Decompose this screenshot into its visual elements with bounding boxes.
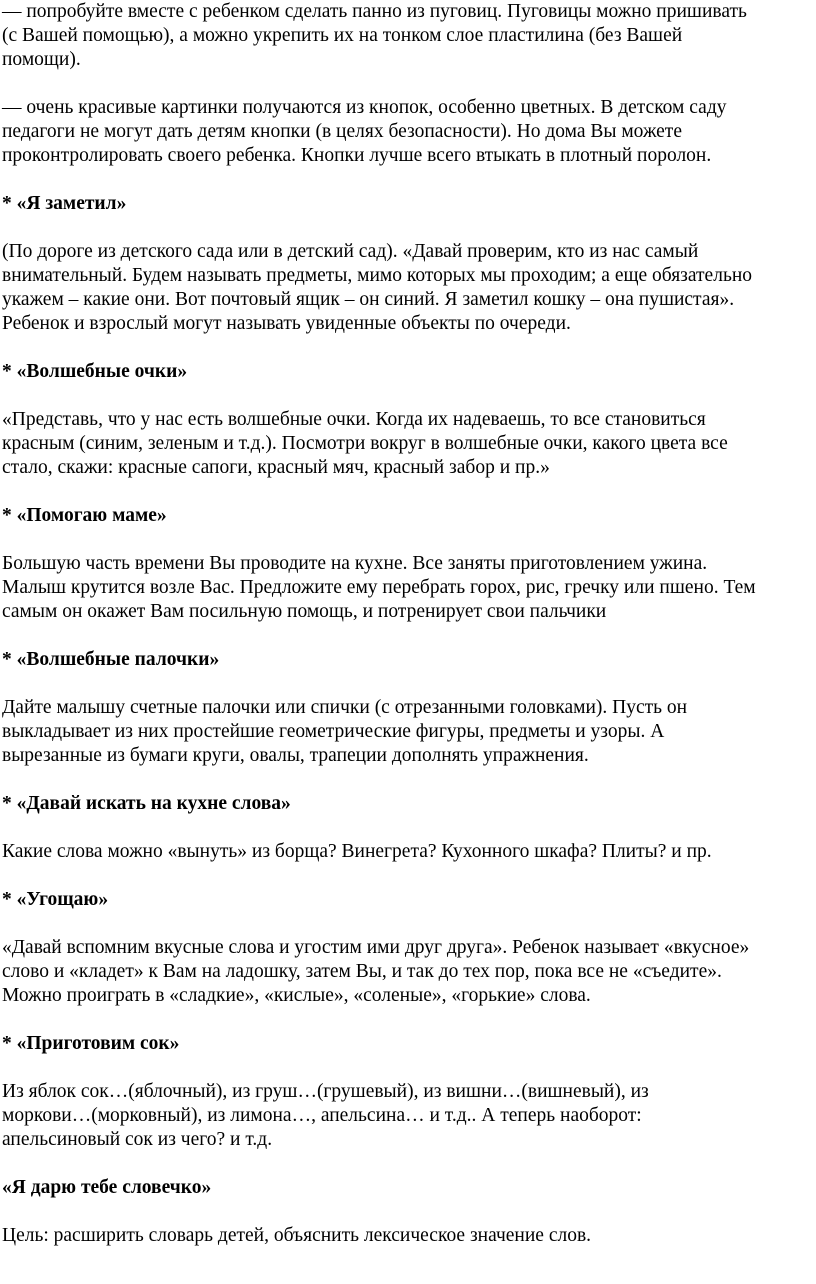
text-line: красным (синим, зеленым и т.д.). Посмотри вокруг в волшебные очки, какого цвета все <box>2 433 728 454</box>
paragraph-magic-sticks <box>2 696 816 768</box>
text-line: помощи). <box>2 49 81 70</box>
text-line: внимательный. Будем называть предметы, мимо которых мы проходим; а еще обязательно <box>2 265 753 286</box>
text-line: апельсиновый сок из чего? и т.д. <box>2 1129 273 1150</box>
text-line: проконтролировать своего ребенка. Кнопки лучше всего втыкать в плотный поролон. <box>2 145 712 166</box>
text-line: самым он окажет Вам посильную помощь, и потренирует свои пальчики <box>2 601 607 622</box>
text-line: «Представь, что у нас есть волшебные очки. Когда их надеваешь, то все становиться <box>2 409 706 430</box>
text-line: Малыш крутится возле Вас. Предложите ему перебрать горох, рис, гречку или пшено. Тем <box>2 577 756 598</box>
heading-juice: * «Приготовим сок» <box>2 1033 180 1054</box>
text-line: — очень красивые картинки получаются из кнопок, особенно цветных. В детском саду <box>2 97 727 118</box>
paragraph-kitchen-words <box>2 840 816 864</box>
text-line: педагоги не могут дать детям кнопки (в целях безопасности). Но дома Вы можете <box>2 121 682 142</box>
text-line: стало, скажи: красные сапоги, красный мяч, красный забор и пр.» <box>2 457 550 478</box>
text-line: Большую часть времени Вы проводите на кухне. Все заняты приготовлением ужина. <box>2 553 708 574</box>
text-line: (По дороге из детского сада или в детский сад). «Давай проверим, кто из нас самый <box>2 241 699 262</box>
paragraph-gift-word-goal <box>2 1224 816 1248</box>
heading-kitchen-words: * «Давай искать на кухне слова» <box>2 793 291 814</box>
paragraph-magic-glasses <box>2 408 816 480</box>
text-line: — попробуйте вместе с ребенком сделать панно из пуговиц. Пуговицы можно пришивать <box>2 1 747 22</box>
paragraph-buttons-panel <box>2 0 816 72</box>
paragraph-treating <box>2 936 816 1008</box>
heading-magic-sticks: * «Волшебные палочки» <box>2 649 220 670</box>
heading-magic-glasses: * «Волшебные очки» <box>2 361 188 382</box>
text-line: (с Вашей помощью), а можно укрепить их на тонком слое пластилина (без Вашей <box>2 25 683 46</box>
heading-i-noticed: * «Я заметил» <box>2 193 127 214</box>
text-line: укажем – какие они. Вот почтовый ящик – он синий. Я заметил кошку – она пушистая». <box>2 289 735 310</box>
text-line: Можно проиграть в «сладкие», «кислые», «соленые», «горькие» слова. <box>2 985 591 1006</box>
text-line: «Давай вспомним вкусные слова и угостим ими друг друга». Ребенок называет «вкусное» <box>2 937 750 958</box>
paragraph-helping-mom <box>2 552 816 624</box>
heading-helping-mom: * «Помогаю маме» <box>2 505 167 526</box>
text-line: Какие слова можно «вынуть» из борща? Винегрета? Кухонного шкафа? Плиты? и пр. <box>2 841 712 862</box>
text-line: слово и «кладет» к Вам на ладошку, затем Вы, и так до тех пор, пока все не «съедите». <box>2 961 722 982</box>
heading-gift-word: «Я дарю тебе словечко» <box>2 1177 212 1198</box>
text-line: вырезанные из бумаги круги, овалы, трапеции дополнять упражнения. <box>2 745 589 766</box>
heading-treating: * «Угощаю» <box>2 889 109 910</box>
paragraph-pins-pictures <box>2 96 816 168</box>
text-line: моркови…(морковный), из лимона…, апельсина… и т.д.. А теперь наоборот: <box>2 1105 642 1126</box>
paragraph-i-noticed <box>2 240 816 336</box>
text-line: Ребенок и взрослый могут называть увиденные объекты по очереди. <box>2 313 571 334</box>
text-line: выкладывает из них простейшие геометрические фигуры, предметы и узоры. А <box>2 721 665 742</box>
paragraph-juice <box>2 1080 816 1152</box>
text-line: Дайте малышу счетные палочки или спички (с отрезанными головками). Пусть он <box>2 697 688 718</box>
text-line: Цель: расширить словарь детей, объяснить лексическое значение слов. <box>2 1225 592 1246</box>
text-line: Из яблок сок…(яблочный), из груш…(грушевый), из вишни…(вишневый), из <box>2 1081 649 1102</box>
